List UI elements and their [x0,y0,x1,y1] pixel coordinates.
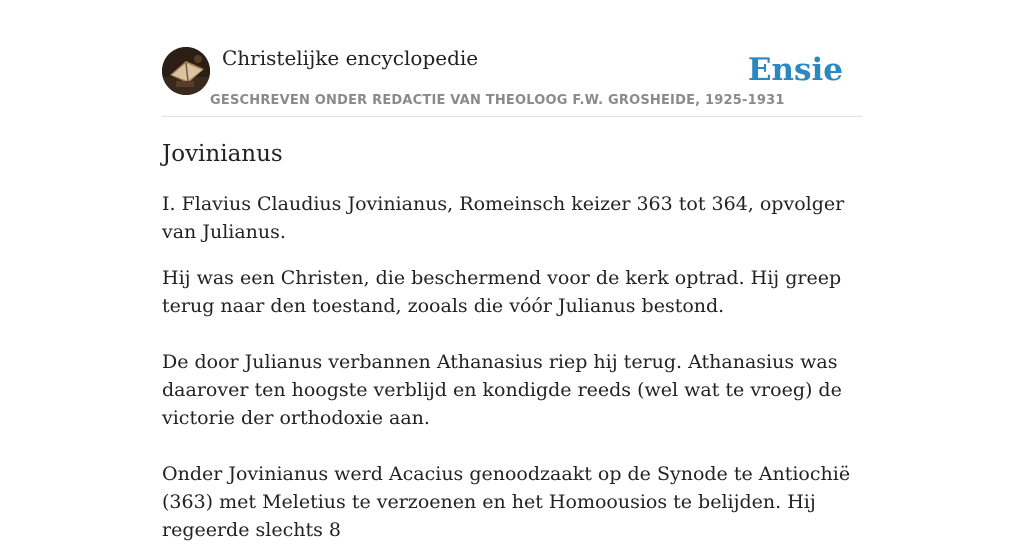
encyclopedia-avatar[interactable] [162,47,210,95]
article-lead: I. Flavius Claudius Jovinianus, Romeinsch keizer 363 tot 364, opvolger van Julianus. [162,193,845,243]
article-content [162,138,868,544]
site-title[interactable]: Christelijke encyclopedie [222,46,479,70]
site-header [162,46,862,117]
ensie-logo[interactable]: Ensie [747,52,843,88]
site-subtitle: GESCHREVEN ONDER REDACTIE VAN THEOLOOG F.W. GROSHEIDE, 1925-1931 [210,93,785,108]
article-title: Jovinianus [162,141,283,167]
article-body: Hij was een Christen, die beschermend voor de kerk optrad. Hij greep terug naar den toestand, zooals die vóór Julianus bestond. De door Julianus verbannen Athanasius riep hij terug. Athanasius was daarover ten hoogste verblijd en kondigde reeds (wel wat te vroeg) de victorie der orthodoxie aan. Onder Jovinianus werd Acacius genoodzaakt op de Synode te Antiochië (363) met Meletius te verzoenen en het Homoousios te belijden. Hij regeerde slechts 8 [162,267,851,541]
